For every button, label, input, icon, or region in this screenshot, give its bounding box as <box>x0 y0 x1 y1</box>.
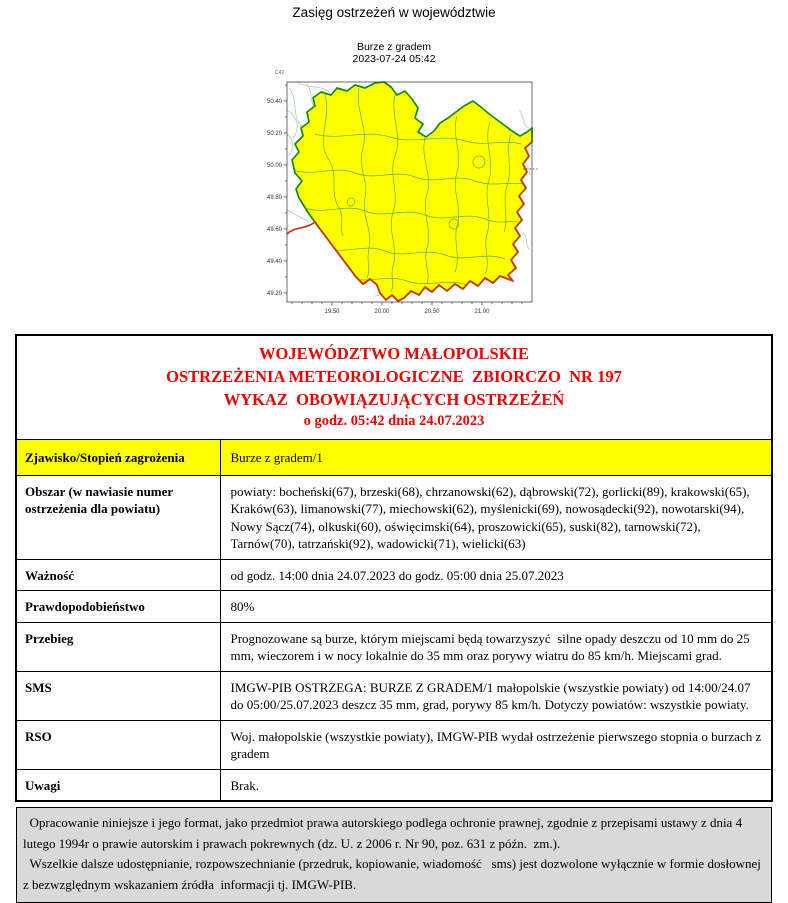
warning-area-polygon <box>292 82 532 301</box>
row-label: Uwagi <box>16 769 220 801</box>
row-label: RSO <box>16 720 220 769</box>
row-value: Burze z gradem/1 <box>220 440 772 476</box>
x-tick-label: 19.50 <box>324 309 340 315</box>
map-svg <box>251 66 553 320</box>
row-value: Prognozowane są burze, którym miejscami będą towarzyszyć silne opady deszczu od 10 mm do 25 mm, wieczorem i w nocy lokalnie do 35 mm oraz porywy wiatru do 85 km/h. Miejscami grad. <box>220 622 772 671</box>
table-row-validity <box>16 559 772 591</box>
row-value: IMGW-PIB OSTRZEGA: BURZE Z GRADEM/1 małopolskie (wszystkie powiaty) od 14:00/24.07 do 05:00/25.07.2023 deszcz 35 mm, grad, porywy 85 km/h. Dotyczy powiatów: wszystkie powiaty. <box>220 671 772 720</box>
copyright-paragraph-2: Wszelkie dalsze udostępnianie, rozpowszechnianie (przedruk, kopiowanie, wiadomość sms) jest dozwolone wyłącznie w formie dosłownej z bezwzględnym wskazaniem źródła informacji tj. IMGW-PIB. <box>23 856 765 892</box>
x-axis-tick-labels <box>324 309 490 315</box>
table-row-phenomenon <box>16 440 772 476</box>
header-list-title: WYKAZ OBOWIĄZUJĄCYCH OSTRZEŻEŃ <box>223 390 565 409</box>
y-tick-label: 50.20 <box>266 131 282 137</box>
header-bulletin-number: OSTRZEŻENIA METEOROLOGICZNE ZBIORCZO NR 197 <box>166 367 622 386</box>
y-axis-tick-labels <box>267 99 283 297</box>
header-issue-time: o godz. 05:42 dnia 24.07.2023 <box>303 413 485 429</box>
row-label: Przebieg <box>16 622 220 671</box>
y-tick-label: 49.40 <box>266 259 282 265</box>
y-tick-label: 49.80 <box>266 195 282 201</box>
table-row-sms <box>16 671 772 720</box>
row-value: powiaty: bocheński(67), brzeski(68), chrzanowski(62), dąbrowski(72), gorlicki(89), krakowski(65), Kraków(63), limanowski(77), miechowski(62), myślenicki(69), nowosądecki(92), nowotarski(94), Nowy Sącz(74), olkuski(60), oświęcimski(64), proszowicki(65), suski(82), tarnowski(72), Tarnów(70), tatrzański(92), wadowicki(71), wielicki(63) <box>220 475 772 559</box>
table-row-remarks <box>16 769 772 801</box>
voivodeship-warning-map <box>251 66 553 325</box>
y-tick-label: 49.60 <box>266 227 282 233</box>
map-caption-phenomenon: Burze z gradem <box>356 41 432 53</box>
row-label: SMS <box>16 671 220 720</box>
national-border-extension-line <box>287 222 315 234</box>
row-label: Zjawisko/Stopień zagrożenia <box>16 440 220 476</box>
table-row-probability <box>16 591 772 623</box>
table-row-rso <box>16 720 772 769</box>
row-label: Ważność <box>16 559 220 591</box>
copyright-paragraph-1: Opracowanie niniejsze i jego format, jako przedmiot prawa autorskiego podlega ochronie prawnej, zgodnie z przepisami ustawy z dnia 4 lutego 1994r o prawie autorskim i prawach pokrewnych (dz. U. z 2006 r. Nr 90, poz. 631 z późn. zm.). <box>23 815 746 851</box>
table-header-row <box>16 335 772 440</box>
copyright-notice <box>16 807 772 903</box>
row-value: od godz. 14:00 dnia 24.07.2023 do godz. 05:00 dnia 25.07.2023 <box>220 559 772 591</box>
x-tick-label: 20.00 <box>374 309 390 315</box>
x-tick-label: 21.00 <box>474 309 490 315</box>
table-header-cell <box>16 335 772 440</box>
row-label: Prawdopodobieństwo <box>16 591 220 623</box>
y-tick-label: 50.00 <box>266 163 282 169</box>
y-tick-label: 49.20 <box>266 291 282 297</box>
header-voivodeship: WOJEWÓDZTWO MAŁOPOLSKIE <box>259 344 529 363</box>
page-title: Zasięg ostrzeżeń w województwie <box>292 5 496 20</box>
y-tick-label: 50.40 <box>266 99 282 105</box>
x-tick-label: 20.50 <box>424 309 440 315</box>
table-row-course <box>16 622 772 671</box>
row-value: Woj. małopolskie (wszystkie powiaty), IMGW-PIB wydał ostrzeżenie pierwszego stopnia o burzach z gradem <box>220 720 772 769</box>
map-caption-datetime: 2023-07-24 05:42 <box>352 53 436 65</box>
row-value: 80% <box>220 591 772 623</box>
row-label: Obszar (w nawiasie numer ostrzeżenia dla powiatu) <box>16 475 220 559</box>
warning-table <box>15 334 773 802</box>
map-caption <box>0 41 788 65</box>
table-row-area <box>16 475 772 559</box>
row-value: Brak. <box>220 769 772 801</box>
map-corner-label: C42 <box>275 70 285 76</box>
